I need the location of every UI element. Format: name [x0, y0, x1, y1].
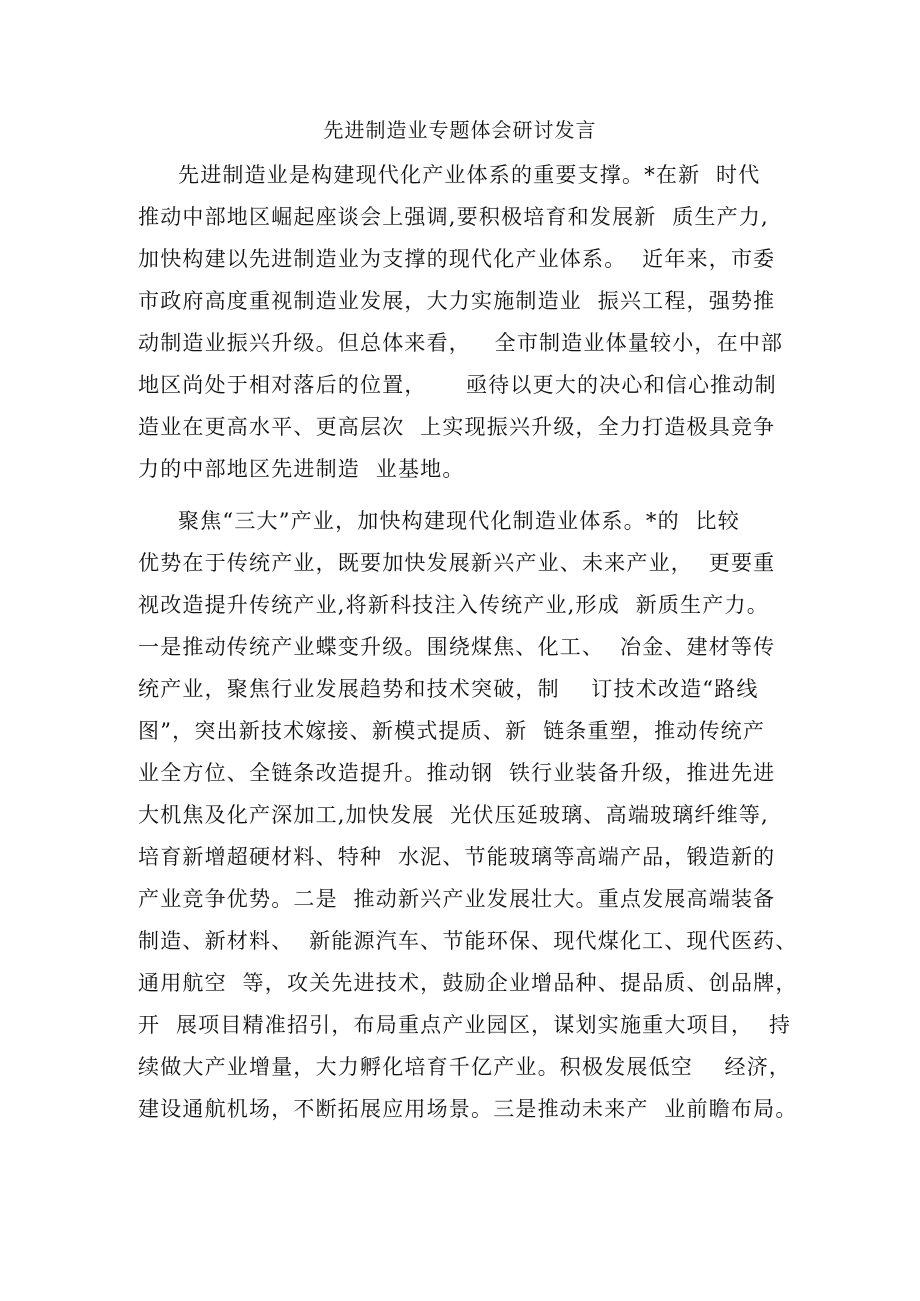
paragraph-line: 力的中部地区先进制造 业基地。	[138, 457, 465, 481]
paragraph-line: 市政府高度重视制造业发展，大力实施制造业 振兴工程，强势推	[138, 289, 776, 313]
paragraph-line: 培育新增超硬材料、特种 水泥、节能玻璃等高端产品，锻造新的	[138, 845, 776, 869]
paragraph-line: 一是推动传统产业蝶变升级。围绕煤焦、化工、 冶金、建材等传	[138, 635, 776, 659]
paragraph-line: 图”，突出新技术嫁接、新模式提质、新 链条重塑，推动传统产	[138, 719, 766, 743]
paragraph-line: 地区尚处于相对落后的位置， 亟待以更大的决心和信心推动制	[138, 373, 777, 397]
paragraph-line: 先进制造业是构建现代化产业体系的重要支撑。*在新 时代	[178, 163, 761, 187]
paragraph-line: 制造、新材料、 新能源汽车、节能环保、现代煤化工、现代医药、	[138, 929, 798, 953]
paragraph-line: 建设通航机场，不断拓展应用场景。三是推动未来产 业前瞻布局。	[138, 1097, 798, 1121]
paragraph-line: 大机焦及化产深加工,加快发展 光伏压延玻璃、高端玻璃纤维等,	[138, 803, 769, 827]
paragraph-line: 动制造业振兴升级。但总体来看， 全市制造业体量较小，在中部	[138, 331, 784, 355]
paragraph-line: 造业在更高水平、更高层次 上实现振兴升级，全力打造极具竞争	[138, 415, 776, 439]
paragraph-line: 加快构建以先进制造业为支撑的现代化产业体系。 近年来，市委	[138, 247, 776, 271]
paragraph-line: 聚焦“三大”产业，加快构建现代化制造业体系。*的 比较	[178, 509, 740, 533]
paragraph-line: 优势在于传统产业，既要加快发展新兴产业、未来产业， 更要重	[138, 551, 776, 575]
paragraph-line: 推动中部地区崛起座谈会上强调,要积极培育和发展新 质生产力,	[138, 205, 769, 229]
paragraph-line: 业全方位、全链条改造提升。推动钢 铁行业装备升级，推进先进	[138, 761, 776, 785]
paragraph-line: 通用航空 等，攻关先进技术，鼓励企业增品种、提品质、创品牌，	[138, 971, 798, 995]
paragraph-line: 视改造提升传统产业,将新科技注入传统产业,形成 新质生产力。	[138, 593, 769, 617]
paragraph-line: 开 展项目精准招引，布局重点产业园区，谋划实施重大项目， 持	[138, 1013, 792, 1037]
paragraph-line: 统产业，聚焦行业发展趋势和技术突破，制 订技术改造“路线	[138, 677, 759, 701]
document-title: 先进制造业专题体会研讨发言	[323, 118, 597, 142]
paragraph-line: 产业竞争优势。二是 推动新兴产业发展壮大。重点发展高端装备	[138, 887, 776, 911]
paragraph-line: 续做大产业增量，大力孵化培育千亿产业。积极发展低空 经济，	[138, 1055, 792, 1079]
